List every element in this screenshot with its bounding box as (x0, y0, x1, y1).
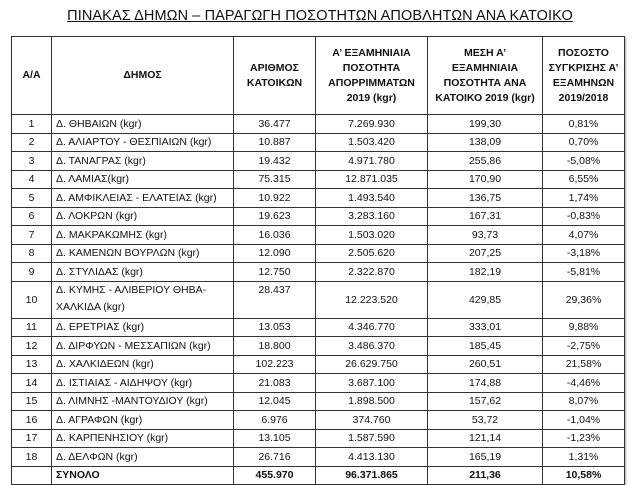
cell-per-capita: 199,30 (428, 115, 543, 134)
cell-dimos: Δ. ΑΛΙΑΡΤΟΥ - ΘΕΣΠΙΑΙΩΝ (kgr) (52, 133, 234, 152)
cell-comparison: 9,88% (543, 318, 625, 337)
cell-aa: 18 (12, 448, 52, 467)
cell-waste: 2.505.620 (316, 244, 428, 263)
table-row (12, 189, 625, 208)
cell-population: 10.922 (234, 189, 316, 208)
cell-aa: 10 (12, 281, 52, 318)
header-per-capita: ΜΕΣΗ Α’ ΕΞΑΜΗΝΙΑΙΑ ΠΟΣΟΤΗΤΑ ΑΝΑ ΚΑΤΟΙΚΟ 2019 (kgr) (428, 37, 543, 115)
cell-per-capita: 260,51 (428, 355, 543, 374)
table-row (12, 244, 625, 263)
cell-aa: 13 (12, 355, 52, 374)
cell-waste: 96.371.865 (316, 466, 428, 485)
header-row (12, 37, 625, 115)
cell-population: 102.223 (234, 355, 316, 374)
cell-per-capita: 211,36 (428, 466, 543, 485)
table-row (12, 337, 625, 356)
cell-aa: 1 (12, 115, 52, 134)
cell-per-capita: 157,62 (428, 392, 543, 411)
cell-per-capita: 138,09 (428, 133, 543, 152)
cell-comparison: 29,36% (543, 281, 625, 318)
table-row (12, 429, 625, 448)
table-row (12, 355, 625, 374)
table-row (12, 392, 625, 411)
cell-dimos: Δ. ΑΓΡΑΦΩΝ (kgr) (52, 411, 234, 430)
cell-waste: 3.486.370 (316, 337, 428, 356)
cell-per-capita: 121,14 (428, 429, 543, 448)
cell-comparison: 10,58% (543, 466, 625, 485)
cell-dimos: Δ. ΤΑΝΑΓΡΑΣ (kgr) (52, 152, 234, 171)
cell-dimos: Δ. ΑΜΦΙΚΛΕΙΑΣ - ΕΛΑΤΕΙΑΣ (kgr) (52, 189, 234, 208)
header-population: ΑΡΙΘΜΟΣ ΚΑΤΟΙΚΩΝ (234, 37, 316, 115)
total-row (12, 466, 625, 485)
cell-waste: 1.587.590 (316, 429, 428, 448)
cell-comparison: 0,81% (543, 115, 625, 134)
header-comparison: ΠΟΣΟΣΤΟ ΣΥΓΚΡΙΣΗΣ Α’ ΕΞΑΜΗΝΩΝ 2019/2018 (543, 37, 625, 115)
cell-waste: 26.629.750 (316, 355, 428, 374)
cell-population: 10.887 (234, 133, 316, 152)
cell-dimos: Δ. ΣΤΥΛΙΔΑΣ (kgr) (52, 263, 234, 282)
header-waste: Α’ ΕΞΑΜΗΝΙΑΙΑ ΠΟΣΟΤΗΤΑ ΑΠΟΡΡΙΜΜΑΤΩΝ 2019 (kgr) (316, 37, 428, 115)
table-row (12, 207, 625, 226)
cell-per-capita: 170,90 (428, 170, 543, 189)
table-row (12, 226, 625, 245)
cell-aa: 16 (12, 411, 52, 430)
cell-comparison: 8,07% (543, 392, 625, 411)
cell-comparison: 1,31% (543, 448, 625, 467)
cell-population: 13.053 (234, 318, 316, 337)
cell-dimos: Δ. ΚΑΡΠΕΝΗΣΙΟΥ (kgr) (52, 429, 234, 448)
cell-dimos: Δ. ΚΑΜΕΝΩΝ ΒΟΥΡΛΩΝ (kgr) (52, 244, 234, 263)
header-dimos: ΔΗΜΟΣ (52, 37, 234, 115)
cell-population: 28.437 (234, 281, 316, 318)
cell-comparison: 4,07% (543, 226, 625, 245)
cell-population: 18.800 (234, 337, 316, 356)
cell-waste: 12.871.035 (316, 170, 428, 189)
cell-waste: 3.283.160 (316, 207, 428, 226)
cell-dimos: Δ. ΘΗΒΑΙΩΝ (kgr) (52, 115, 234, 134)
table-row (12, 170, 625, 189)
table-row (12, 152, 625, 171)
cell-aa: 3 (12, 152, 52, 171)
cell-waste: 1.503.020 (316, 226, 428, 245)
cell-dimos: Δ. ΧΑΛΚΙΔΕΩΝ (kgr) (52, 355, 234, 374)
cell-aa: 17 (12, 429, 52, 448)
cell-comparison: 1,74% (543, 189, 625, 208)
cell-per-capita: 207,25 (428, 244, 543, 263)
table-row (12, 318, 625, 337)
cell-dimos: Δ. ΚΥΜΗΣ - ΑΛΙΒΕΡΙΟΥ ΘΗΒΑ-ΧΑΛΚΙΔΑ (kgr) (52, 281, 234, 318)
cell-waste: 1.493.540 (316, 189, 428, 208)
cell-per-capita: 136,75 (428, 189, 543, 208)
table-body (12, 115, 625, 485)
cell-per-capita: 333,01 (428, 318, 543, 337)
cell-dimos: Δ. ΛΟΚΡΩΝ (kgr) (52, 207, 234, 226)
table-row (12, 281, 625, 318)
cell-per-capita: 167,31 (428, 207, 543, 226)
cell-comparison: -2,75% (543, 337, 625, 356)
cell-per-capita: 53,72 (428, 411, 543, 430)
cell-per-capita: 185,45 (428, 337, 543, 356)
cell-population: 6.976 (234, 411, 316, 430)
cell-aa: 11 (12, 318, 52, 337)
cell-waste: 1.503.420 (316, 133, 428, 152)
cell-dimos: Δ. ΛΙΜΝΗΣ -ΜΑΝΤΟΥΔΙΟΥ (kgr) (52, 392, 234, 411)
table-row (12, 263, 625, 282)
cell-population: 12.090 (234, 244, 316, 263)
page-title: ΠΙΝΑΚΑΣ ΔΗΜΩΝ – ΠΑΡΑΓΩΓΗ ΠΟΣΟΤΗΤΩΝ ΑΠΟΒΛΗΤΩΝ ΑΝΑ ΚΑΤΟΙΚΟ (67, 8, 573, 24)
cell-population: 21.083 (234, 374, 316, 393)
cell-per-capita: 93,73 (428, 226, 543, 245)
cell-comparison: 0,70% (543, 133, 625, 152)
table-row (12, 133, 625, 152)
table-row (12, 374, 625, 393)
cell-population: 26.716 (234, 448, 316, 467)
cell-aa: 15 (12, 392, 52, 411)
cell-comparison: -5,81% (543, 263, 625, 282)
cell-waste: 1.898.500 (316, 392, 428, 411)
cell-aa: 9 (12, 263, 52, 282)
table-row (12, 448, 625, 467)
cell-aa: 12 (12, 337, 52, 356)
cell-dimos: ΣΥΝΟΛΟ (52, 466, 234, 485)
cell-aa (12, 466, 52, 485)
cell-waste: 4.346.770 (316, 318, 428, 337)
cell-per-capita: 165,19 (428, 448, 543, 467)
cell-comparison: -0,83% (543, 207, 625, 226)
cell-population: 75.315 (234, 170, 316, 189)
cell-comparison: -1,23% (543, 429, 625, 448)
cell-dimos: Δ. ΔΕΛΦΩΝ (kgr) (52, 448, 234, 467)
table-row (12, 411, 625, 430)
cell-aa: 8 (12, 244, 52, 263)
cell-aa: 5 (12, 189, 52, 208)
cell-population: 12.750 (234, 263, 316, 282)
cell-per-capita: 182,19 (428, 263, 543, 282)
cell-aa: 7 (12, 226, 52, 245)
cell-waste: 4.971.780 (316, 152, 428, 171)
cell-population: 16.036 (234, 226, 316, 245)
cell-aa: 14 (12, 374, 52, 393)
cell-aa: 6 (12, 207, 52, 226)
cell-waste: 4.413.130 (316, 448, 428, 467)
cell-comparison: -3,18% (543, 244, 625, 263)
cell-population: 455.970 (234, 466, 316, 485)
cell-comparison: -1,04% (543, 411, 625, 430)
cell-comparison: -5,08% (543, 152, 625, 171)
cell-population: 13.105 (234, 429, 316, 448)
cell-dimos: Δ. ΔΙΡΦΥΩΝ - ΜΕΣΣΑΠΙΩΝ (kgr) (52, 337, 234, 356)
cell-waste: 7.269.930 (316, 115, 428, 134)
cell-waste: 12.223.520 (316, 281, 428, 318)
cell-per-capita: 174,88 (428, 374, 543, 393)
cell-population: 36.477 (234, 115, 316, 134)
cell-population: 19.623 (234, 207, 316, 226)
table-row (12, 115, 625, 134)
cell-waste: 3.687.100 (316, 374, 428, 393)
cell-waste: 2.322.870 (316, 263, 428, 282)
cell-dimos: Δ. ΕΡΕΤΡΙΑΣ (kgr) (52, 318, 234, 337)
header-aa: Α/Α (12, 37, 52, 115)
cell-per-capita: 255,86 (428, 152, 543, 171)
cell-comparison: 6,55% (543, 170, 625, 189)
cell-comparison: -4,46% (543, 374, 625, 393)
waste-table (11, 36, 625, 485)
cell-per-capita: 429,85 (428, 281, 543, 318)
cell-population: 19.432 (234, 152, 316, 171)
cell-dimos: Δ. ΜΑΚΡΑΚΩΜΗΣ (kgr) (52, 226, 234, 245)
cell-dimos: Δ. ΙΣΤΙΑΙΑΣ - ΑΙΔΗΨΟΥ (kgr) (52, 374, 234, 393)
cell-dimos: Δ. ΛΑΜΙΑΣ(kgr) (52, 170, 234, 189)
cell-comparison: 21,58% (543, 355, 625, 374)
cell-waste: 374.760 (316, 411, 428, 430)
cell-population: 12.045 (234, 392, 316, 411)
cell-aa: 2 (12, 133, 52, 152)
cell-aa: 4 (12, 170, 52, 189)
